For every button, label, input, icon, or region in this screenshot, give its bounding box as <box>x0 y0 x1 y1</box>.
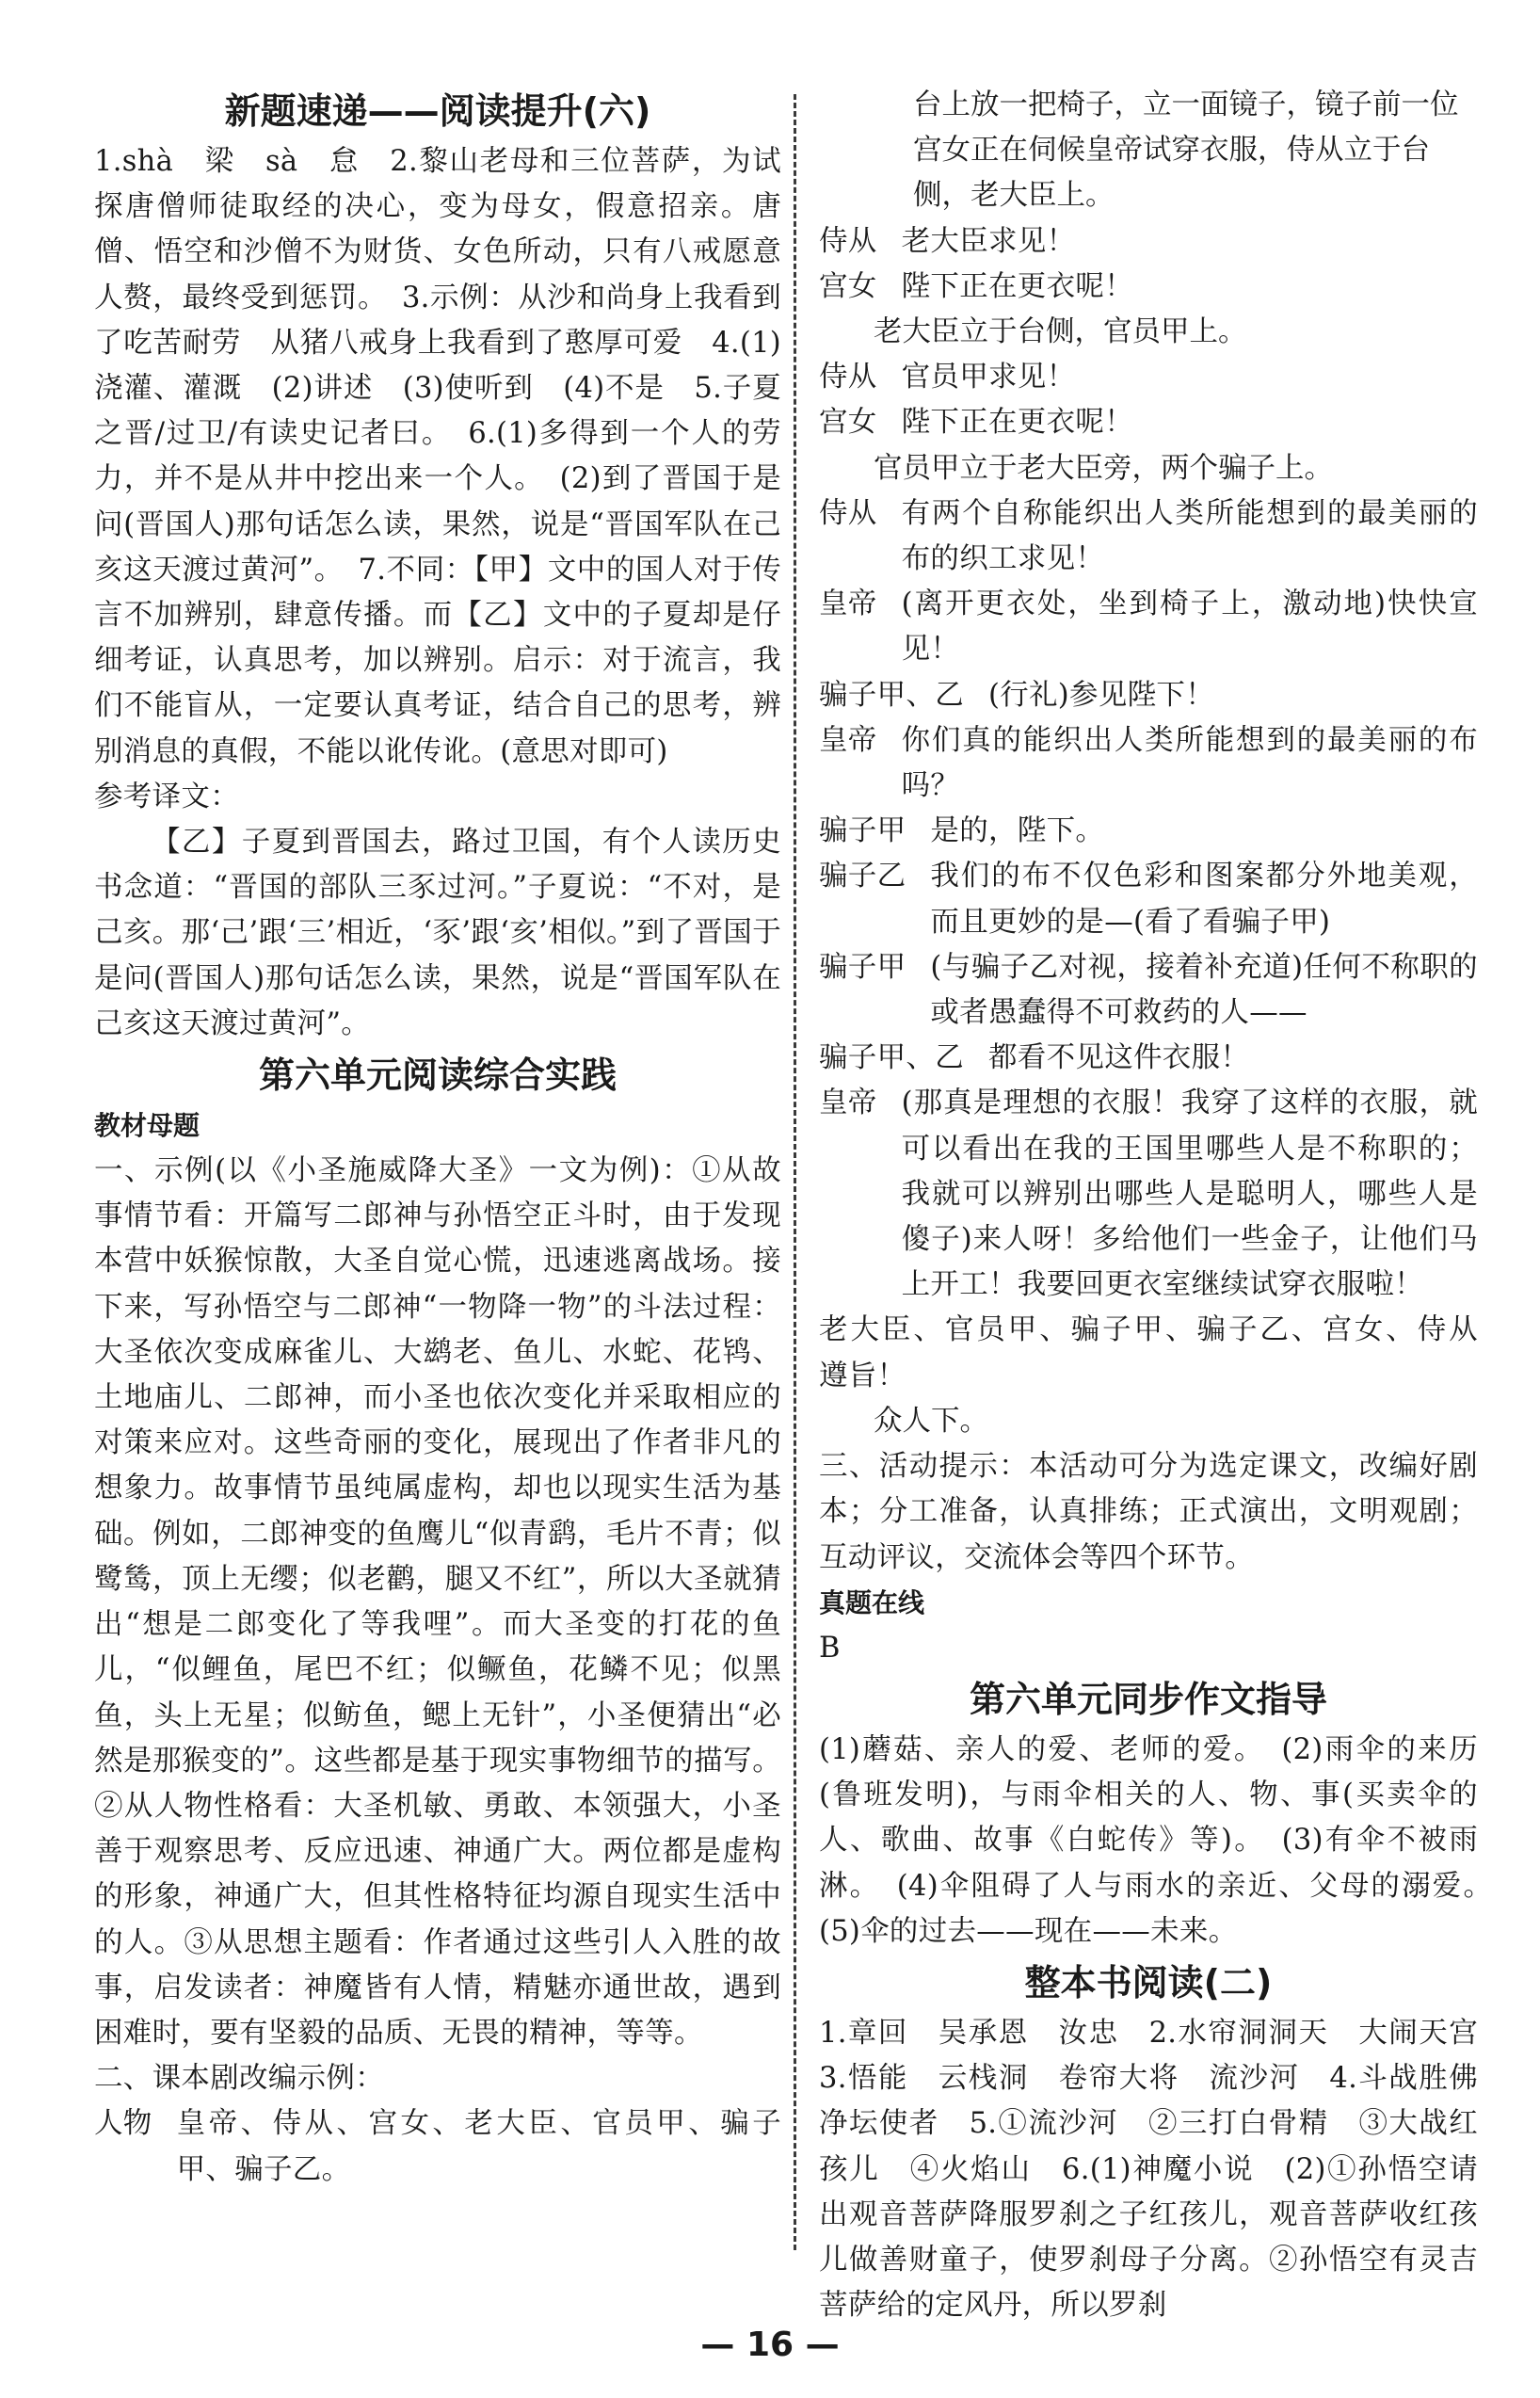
script-line <box>819 1081 1478 1308</box>
speaker: 侍从 <box>819 361 877 394</box>
subheading-textbook: 教材母题 <box>94 1110 201 1142</box>
roles-line <box>94 2101 781 2192</box>
section-title-whole-book: 整本书阅读(二) <box>1024 1961 1273 2004</box>
reference-translation-label: 参考译文： <box>94 780 239 813</box>
speaker: 皇帝 <box>819 587 877 621</box>
speaker: 皇帝 <box>819 1086 877 1120</box>
column-divider <box>794 94 796 2250</box>
section-title-reading-six: 新题速递——阅读提升(六) <box>224 90 651 132</box>
reference-translation-text: 【乙】子夏到晋国去，路过卫国，有个人读历史书念道：“晋国的部队三豕过河。”子夏说：“不对，是己亥。那‘己’跟‘三’相近，‘豕’跟‘亥’相似。”到了晋国于是问(晋国人)那句话怎么读，果然，说是“晋国军队在己亥这天渡过黄河”。 <box>94 826 781 1040</box>
script-line <box>819 219 1478 265</box>
dialogue: 官员甲求见！ <box>901 361 1076 394</box>
script-line <box>819 582 1478 672</box>
speaker: 骗子乙 <box>819 860 906 893</box>
practice-answer-two: 二、课本剧改编示例： <box>94 2062 384 2096</box>
subheading-real-exam: 真题在线 <box>819 1586 925 1618</box>
speaker: 皇帝 <box>819 723 877 757</box>
script-line <box>819 400 1478 445</box>
section-title-writing-guide: 第六单元同步作文指导 <box>969 1678 1327 1720</box>
dialogue: 陛下正在更衣呢！ <box>901 406 1134 440</box>
activity-tips: 三、活动提示：本活动可分为选定课文，改编好剧本；分工准备，认真排练；正式演出，文明观剧；互动评议，交流体会等四个环节。 <box>819 1450 1478 1574</box>
stage-direction: 众人下。 <box>874 1404 988 1438</box>
script-line <box>819 718 1478 809</box>
speaker: 宫女 <box>819 269 877 303</box>
speaker: 骗子甲 <box>819 814 906 848</box>
real-exam-answer: B <box>819 1631 841 1665</box>
stage-direction: 老大臣立于台侧，官员甲上。 <box>874 315 1247 349</box>
dialogue: 我们的布不仅色彩和图案都分外地美观，而且更妙的是—(看了看骗子甲) <box>930 860 1478 939</box>
all-characters-line: 老大臣、官员甲、骗子甲、骗子乙、宫女、侍从 遵旨！ <box>819 1313 1507 1392</box>
stage-direction: 官员甲立于老大臣旁，两个骗子上。 <box>874 451 1333 485</box>
play-script <box>819 83 1507 1444</box>
speaker: 侍从 <box>819 224 877 258</box>
dialogue: 陛下正在更衣呢！ <box>901 269 1134 303</box>
dialogue: (行礼)参见陛下！ <box>988 678 1214 712</box>
dialogue: 你们真的能织出人类所能想到的最美丽的布吗？ <box>901 723 1478 803</box>
whole-book-answers: 1.章回 吴承恩 汝忠 2.水帘洞洞天 大闹天宫 3.悟能 云栈洞 卷帘大将 流沙河 4.斗战胜佛 净坛使者 5.①流沙河 ②三打白骨精 ③大战红孩儿 ④火焰山 6.(1)神魔小说 (2)①孙悟空请出观音菩萨降服罗刹之子红孩儿，观音菩萨收红孩儿做善财童子，使罗刹母子分离。②孙悟空有灵吉菩萨给的定风丹，所以罗刹 <box>819 2016 1507 2323</box>
dialogue: (离开更衣处，坐到椅子上，激动地)快快宣见！ <box>901 587 1478 667</box>
roles-list: 皇帝、侍从、宫女、老大臣、官员甲、骗子甲、骗子乙。 <box>176 2107 781 2186</box>
script-line <box>819 491 1478 582</box>
dialogue: 老大臣求见！ <box>901 224 1076 258</box>
script-line <box>819 809 1478 854</box>
right-column <box>819 83 1507 2328</box>
script-line <box>819 265 1478 310</box>
script-line <box>819 355 1478 400</box>
speaker: 宫女 <box>819 406 877 440</box>
page-number: — 16 — <box>700 2326 840 2364</box>
dialogue: 是的，陛下。 <box>930 814 1105 848</box>
writing-guide-answers: (1)蘑菇、亲人的爱、老师的爱。 (2)雨伞的来历(鲁班发明)，与雨伞相关的人、物、事(买卖伞的人、歌曲、故事《白蛇传》等)。 (3)有伞不被雨淋。 (4)伞阻碍了人与雨水的亲近、父母的溺爱。 (5)伞的过去——现在——未来。 <box>819 1732 1507 1948</box>
dialogue: 有两个自称能织出人类所能想到的最美丽的布的织工求见！ <box>901 496 1478 576</box>
dialogue: (与骗子乙对视，接着补充道)任何不称职的或者愚蠢得不可救药的人—— <box>930 950 1478 1030</box>
script-line <box>819 673 1478 718</box>
dialogue: 都看不见这件衣服！ <box>988 1041 1250 1075</box>
section-title-unit-six-practice: 第六单元阅读综合实践 <box>258 1054 617 1097</box>
speaker: 骗子甲、乙 <box>819 1041 964 1075</box>
roles-label: 人物 <box>94 2107 152 2141</box>
speaker: 骗子甲 <box>819 950 906 984</box>
left-column <box>94 83 781 2193</box>
dialogue: (那真是理想的衣服！我穿了这样的衣服，就可以看出在我的王国里哪些人是不称职的；我就可以辨别出哪些人是聪明人，哪些人是傻子)来人呀！多给他们一些金子，让他们马上开工！我要回更衣室继续试穿衣服啦！ <box>901 1086 1478 1302</box>
speaker: 骗子甲、乙 <box>819 678 964 712</box>
script-line <box>819 1036 1478 1081</box>
script-line <box>819 854 1478 944</box>
practice-answer-one: 一、示例(以《小圣施威降大圣》一文为例)：①从故事情节看：开篇写二郎神与孙悟空正斗时，由于发现本营中妖猴惊散，大圣自觉心慌，迅速逃离战场。接下来，写孙悟空与二郎神“一物降一物”的斗法过程：大圣依次变成麻雀儿、大鹚老、鱼儿、水蛇、花鸨、土地庙儿、二郎神，而小圣也依次变化并采取相应的对策来应对。这些奇丽的变化，展现出了作者非凡的想象力。故事情节虽纯属虚构，却也以现实生活为基础。例如，二郎神变的鱼鹰儿“似青鹞，毛片不青；似鹭鸶，顶上无缨；似老鹳，腿又不红”，所以大圣就猜出“想是二郎变化了等我哩”。而大圣变的打花的鱼儿，“似鲤鱼，尾巴不红；似鳜鱼，花鳞不见；似黑鱼，头上无星；似鲂鱼，鳃上无针”，小圣便猜出“必然是那猴变的”。这些都是基于现实事物细节的描写。②从人物性格看：大圣机敏、勇敢、本领强大，小圣善于观察思考、反应迅速、神通广大。两位都是虚构的形象，神通广大，但其性格特征均源自现实生活中的人。③从思想主题看：作者通过这些引人入胜的故事，启发读者：神魔皆有人情，精魅亦通世故，遇到困难时，要有坚毅的品质、无畏的精神，等等。 <box>94 1154 781 2050</box>
stage-direction: 台上放一把椅子，立一面镜子，镜子前一位宫女正在伺候皇帝试穿衣服，侍从立于台侧，老大臣上。 <box>913 89 1459 213</box>
reading-six-answers: 1.shà 梁 sà 怠 2.黎山老母和三位菩萨，为试探唐僧师徒取经的决心，变为母女，假意招亲。唐僧、悟空和沙僧不为财货、女色所动，只有八戒愿意人赘，最终受到惩罚。 3.示例：从沙和尚身上我看到了吃苦耐劳 从猪八戒身上我看到了憨厚可爱 4.(1)浇灌、灌溉 (2)讲述 (3)使听到 (4)不是 5.子夏之晋/过卫/有读史记者曰。 6.(1)多得到一个人的劳力，并不是从井中挖出来一个人。 (2)到了晋国于是问(晋国人)那句话怎么读，果然，说是“晋国军队在己亥这天渡过黄河”。 7.不同：【甲】文中的国人对于传言不加辨别，肆意传播。而【乙】文中的子夏却是仔细考证，认真思考，加以辨别。启示：对于流言，我们不能盲从，一定要认真考证，结合自己的思考，辨别消息的真假，不能以讹传讹。(意思对即可) <box>94 145 781 768</box>
script-line <box>819 945 1478 1036</box>
speaker: 侍从 <box>819 496 877 530</box>
